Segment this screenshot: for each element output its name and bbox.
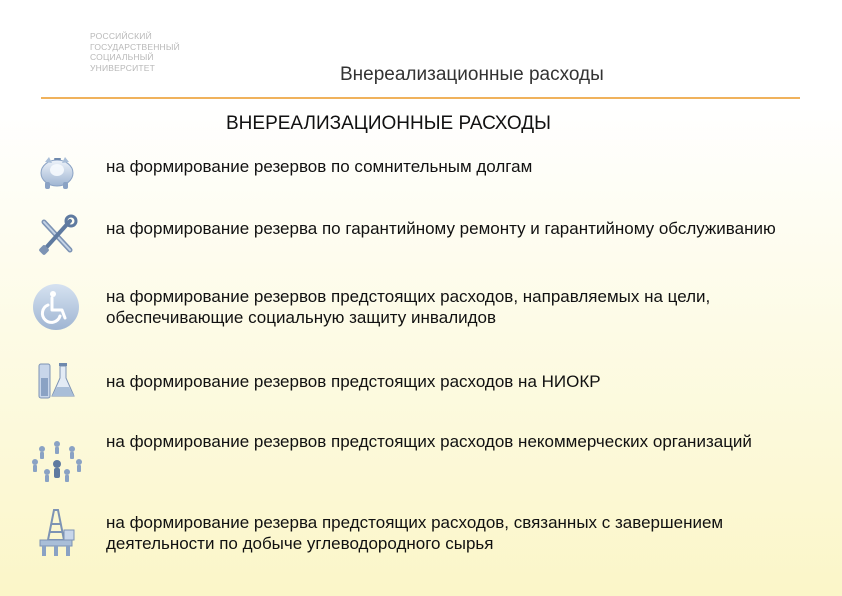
section-heading: ВНЕРЕАЛИЗАЦИОННЫЕ РАСХОДЫ xyxy=(226,113,551,134)
oil-rig-icon xyxy=(30,506,82,558)
list-item xyxy=(0,356,842,408)
item-text: на формирование резервов предстоящих расходов на НИОКР xyxy=(106,372,601,391)
list-item xyxy=(0,280,842,332)
list-item xyxy=(0,506,842,562)
item-text: на формирование резервов предстоящих расходов, направляемых на цели, обеспечивающие социальную защиту инвалидов xyxy=(106,287,711,327)
wheelchair-icon xyxy=(30,281,82,333)
item-text: на формирование резерва по гарантийному ремонту и гарантийному обслуживанию xyxy=(106,219,776,238)
logo-line: СОЦИАЛЬНЫЙ xyxy=(90,52,154,62)
logo-line: ГОСУДАРСТВЕННЫЙ xyxy=(90,41,180,52)
wrench-screwdriver-icon xyxy=(30,210,82,262)
logo-line: РОССИЙСКИЙ xyxy=(90,31,152,41)
item-text: на формирование резервов по сомнительным долгам xyxy=(106,157,533,176)
lab-flask-icon xyxy=(30,356,82,408)
slide-title: Внереализационные расходы xyxy=(340,64,604,85)
university-logo xyxy=(90,31,200,73)
item-text: на формирование резервов предстоящих расходов некоммерческих организаций xyxy=(106,432,752,451)
people-circle-icon xyxy=(27,436,87,488)
list-item xyxy=(0,210,842,262)
item-text: на формирование резерва предстоящих расходов, связанных с завершением деятельности по добыче углеводородного сырья xyxy=(106,513,724,553)
list-item xyxy=(0,434,842,490)
list-item xyxy=(0,146,842,198)
piggy-bank-icon xyxy=(30,146,82,198)
logo-line: УНИВЕРСИТЕТ xyxy=(90,62,156,73)
header-divider xyxy=(41,97,800,99)
